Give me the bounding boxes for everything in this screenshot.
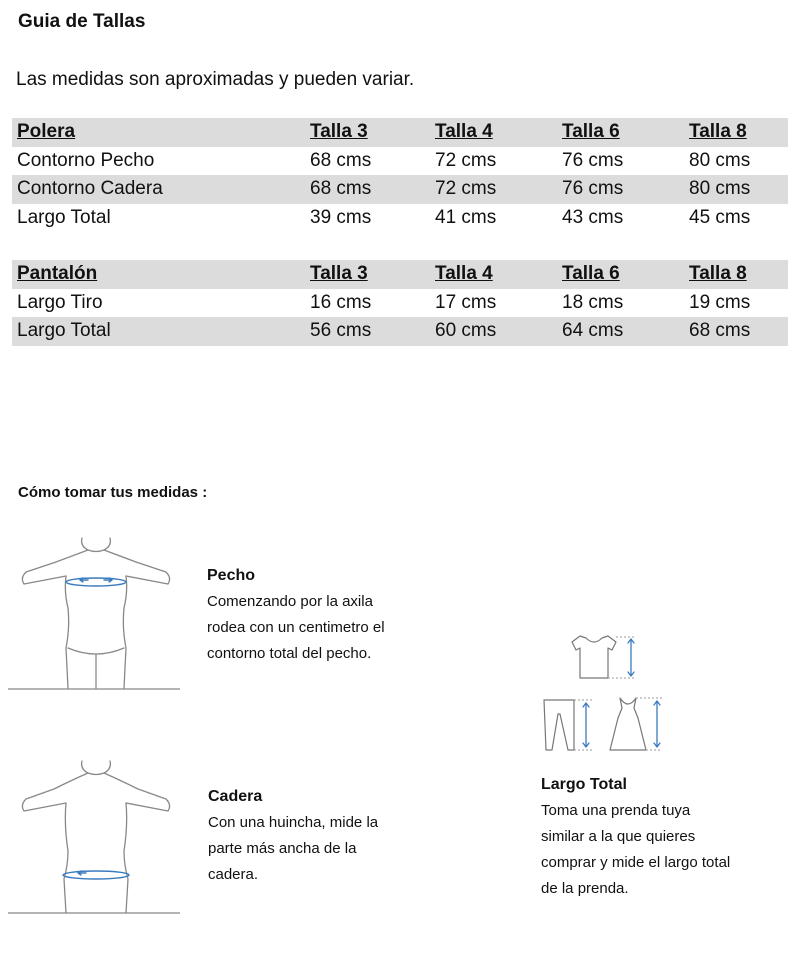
polera-size-table — [12, 118, 788, 232]
table-cell: 68 cms — [305, 175, 430, 204]
hip-title: Cadera — [208, 788, 263, 805]
table-cell: 72 cms — [430, 175, 557, 204]
table-cell: Contorno Cadera — [12, 175, 305, 204]
total-length-instruction-line: de la prenda. — [541, 880, 629, 897]
table-cell: 68 cms — [310, 149, 372, 171]
total-length-instruction-line: comprar y mide el largo total — [541, 854, 731, 871]
table-cell: 17 cms — [435, 291, 497, 313]
table-cell: 39 cms — [310, 206, 372, 228]
hip-instructions — [208, 810, 378, 888]
table-cell: 72 cms — [435, 149, 497, 171]
chest-title: Pecho — [207, 567, 256, 584]
hip-instruction-line: parte más ancha de la — [208, 840, 357, 857]
table-cell: Largo Tiro — [17, 291, 103, 313]
table-header-cell: Talla 8 — [684, 260, 788, 289]
table-cell: 43 cms — [562, 206, 624, 228]
table-cell: 80 cms — [689, 149, 751, 171]
table-header-cell: Talla 4 — [430, 118, 557, 147]
table-header-cell: Talla 6 — [557, 118, 684, 147]
table-cell: 18 cms — [562, 291, 624, 313]
hip-measure-figure-icon — [8, 755, 183, 915]
table-header-cell: Talla 3 — [305, 118, 430, 147]
table-header-cell: Talla 6 — [557, 260, 684, 289]
total-length-title: Largo Total — [541, 776, 627, 793]
table-cell: 76 cms — [562, 149, 624, 171]
table-cell: 60 cms — [430, 317, 557, 346]
chest-instructions — [207, 589, 385, 667]
table-row — [12, 289, 788, 318]
total-length-instruction-line: Toma una prenda tuya — [541, 802, 691, 819]
total-length-instruction-line: similar a la que quieres — [541, 828, 696, 845]
table-cell: 19 cms — [689, 291, 751, 313]
table-header-cell: Talla 4 — [430, 260, 557, 289]
table-row — [12, 317, 788, 346]
table-header-row — [12, 118, 788, 147]
hip-instruction-line: Con una huincha, mide la — [208, 814, 379, 831]
how-to-measure-heading: Cómo tomar tus medidas : — [18, 484, 208, 501]
chest-measure-figure-icon — [8, 532, 183, 692]
page-title: Guia de Tallas — [18, 11, 146, 32]
table-header-cell: Polera — [12, 118, 305, 147]
table-cell: 56 cms — [305, 317, 430, 346]
table-cell: 45 cms — [689, 206, 751, 228]
total-length-instructions — [541, 798, 730, 902]
chest-instruction-line: contorno total del pecho. — [207, 645, 372, 662]
table-row — [12, 204, 788, 233]
garment-length-icons — [540, 632, 670, 760]
table-cell: Largo Total — [17, 206, 111, 228]
table-cell: 64 cms — [557, 317, 684, 346]
chest-instruction-line: Comenzando por la axila — [207, 593, 373, 610]
table-row — [12, 175, 788, 204]
table-cell: 76 cms — [557, 175, 684, 204]
table-header-cell: Talla 8 — [684, 118, 788, 147]
pants-icon — [544, 700, 592, 750]
table-header-cell: Pantalón — [12, 260, 305, 289]
table-cell: 68 cms — [684, 317, 788, 346]
table-cell: Contorno Pecho — [17, 149, 155, 171]
hip-instruction-line: cadera. — [208, 866, 259, 883]
tshirt-icon — [572, 636, 636, 678]
pantalon-size-table — [12, 260, 788, 346]
table-cell: 16 cms — [310, 291, 372, 313]
disclaimer-text: Las medidas son aproximadas y pueden variar. — [16, 69, 415, 90]
table-header-cell: Talla 3 — [305, 260, 430, 289]
table-row — [12, 147, 788, 176]
table-cell: Largo Total — [12, 317, 305, 346]
table-header-row — [12, 260, 788, 289]
chest-instruction-line: rodea con un centimetro el — [207, 619, 385, 636]
table-cell: 80 cms — [684, 175, 788, 204]
table-cell: 41 cms — [435, 206, 497, 228]
dress-icon — [610, 698, 662, 750]
